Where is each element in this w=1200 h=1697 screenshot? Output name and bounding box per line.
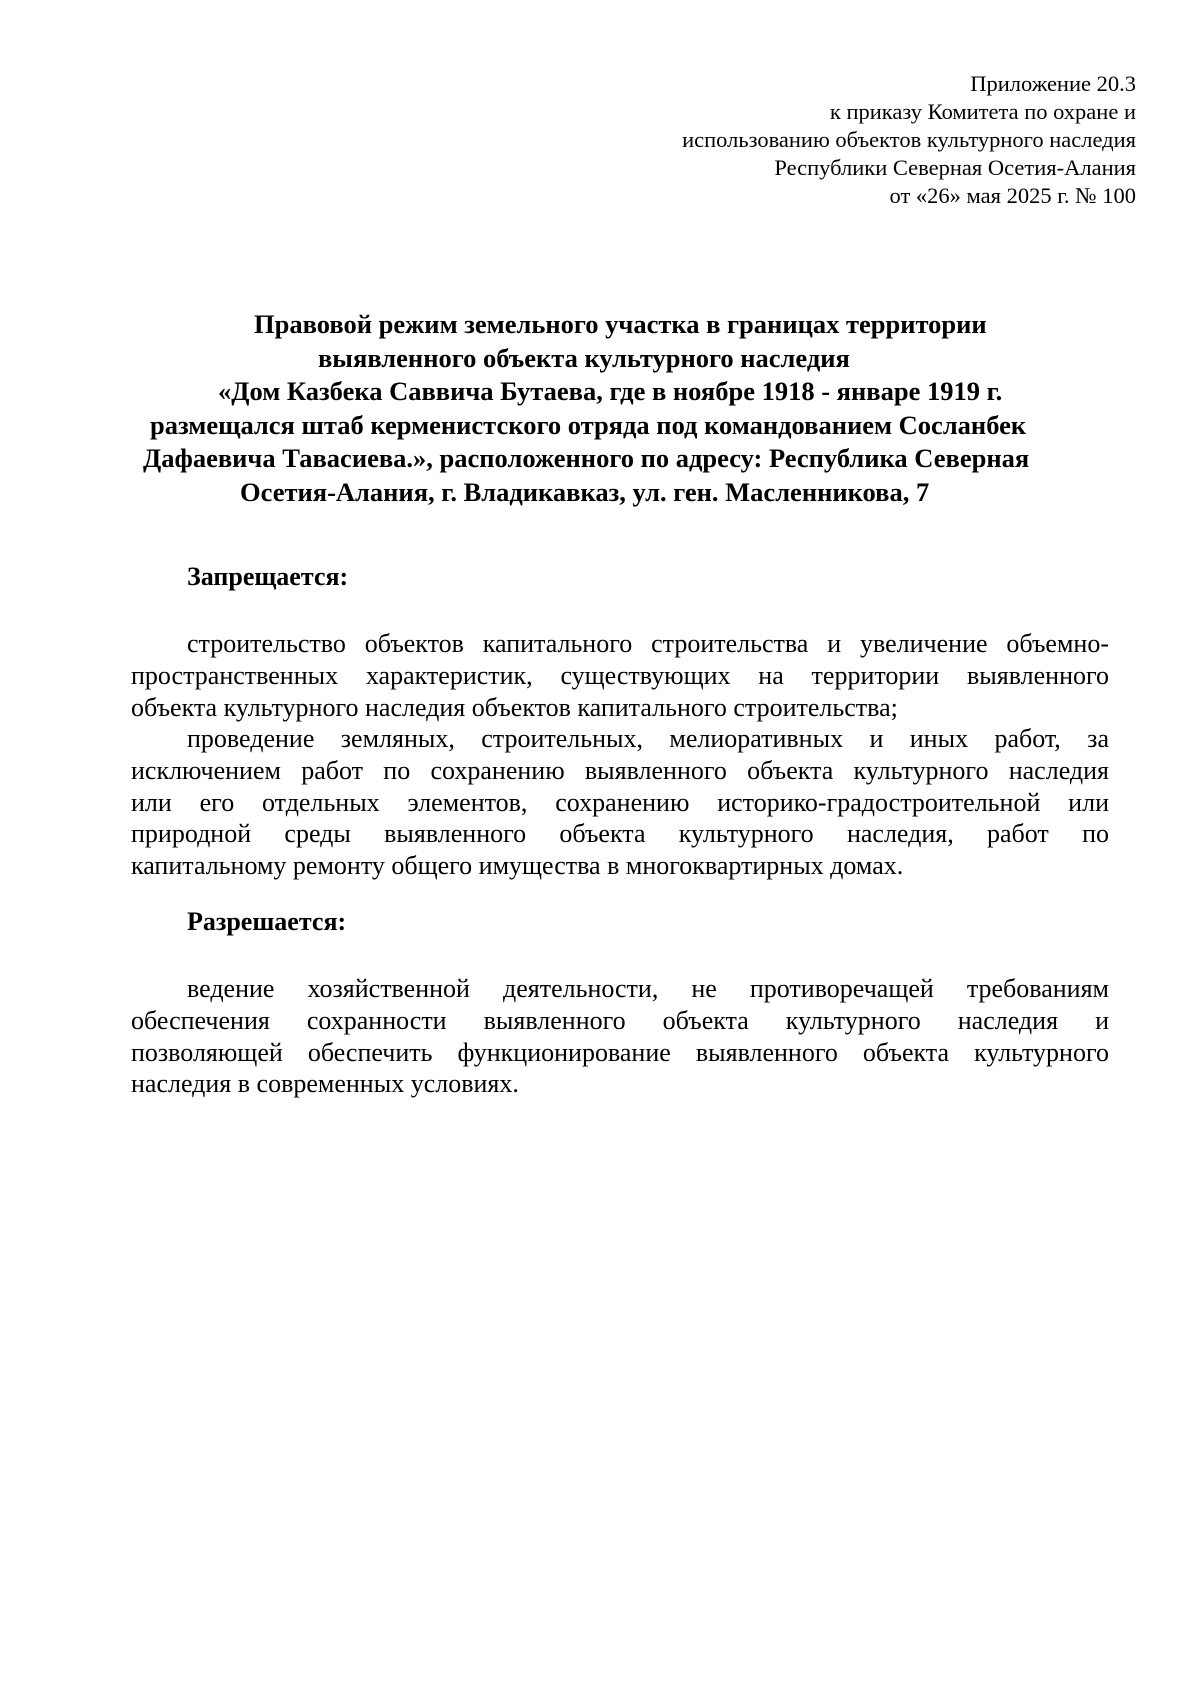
title-line: Осетия-Алания, г. Владикавказ, ул. ген. Масленникова, 7 — [240, 476, 930, 507]
prohibited-paragraph-1 — [131, 628, 1109, 723]
paragraph-line: или его отдельных элементов, сохранению историко-градостроительной или — [131, 787, 1109, 817]
appendix-header — [576, 70, 1136, 210]
paragraph-line: ведение хозяйственной деятельности, не противоречащей требованиям — [187, 974, 1109, 1003]
title-line: выявленного объекта культурного наследия — [318, 342, 850, 373]
appendix-number: Приложение 20.3 — [970, 71, 1136, 96]
paragraph-line: природной среды выявленного объекта культурного наследия, работ по — [131, 819, 1109, 849]
paragraph-line: проведение земляных, строительных, мелиоративных и иных работ, за — [187, 724, 1109, 753]
paragraph-line: объекта культурного наследия объектов капитального строительства; — [131, 692, 898, 722]
paragraph-line: строительство объектов капитального строительства и увеличение объемно- — [187, 629, 1109, 658]
appendix-committee-name: использованию объектов культурного наследия — [682, 127, 1136, 152]
paragraph-line: наследия в современных условиях. — [131, 1069, 519, 1099]
paragraph-line: исключением работ по сохранению выявленного объекта культурного наследия — [131, 755, 1109, 785]
paragraph-line: пространственных характеристик, существующих на территории выявленного — [131, 660, 1109, 690]
prohibited-heading: Запрещается: — [187, 562, 349, 591]
allowed-paragraph-1 — [131, 973, 1109, 1100]
paragraph-line: позволяющей обеспечить функционирование выявленного объекта культурного — [131, 1037, 1109, 1067]
allowed-heading: Разрешается: — [187, 907, 347, 936]
title-line: Дафаевича Тавасиева.», расположенного по адресу: Республика Северная — [143, 443, 1030, 473]
title-line: Правовой режим земельного участка в границах территории — [254, 309, 987, 339]
appendix-date-number: от «26» мая 2025 г. № 100 — [889, 183, 1136, 208]
paragraph-line: капитальному ремонту общего имущества в многоквартирных домах. — [131, 851, 904, 881]
prohibited-paragraph-2 — [131, 723, 1109, 882]
appendix-order-ref: к приказу Комитета по охране и — [829, 99, 1136, 124]
appendix-republic: Республики Северная Осетия-Алания — [774, 155, 1136, 180]
document-title — [100, 308, 1100, 509]
title-line: размещался штаб керменистского отряда под командованием Сосланбек — [150, 409, 1027, 440]
title-line: «Дом Казбека Саввича Бутаева, где в ноябре 1918 - январе 1919 г. — [218, 376, 1003, 406]
paragraph-line: обеспечения сохранности выявленного объекта культурного наследия и — [131, 1005, 1109, 1035]
